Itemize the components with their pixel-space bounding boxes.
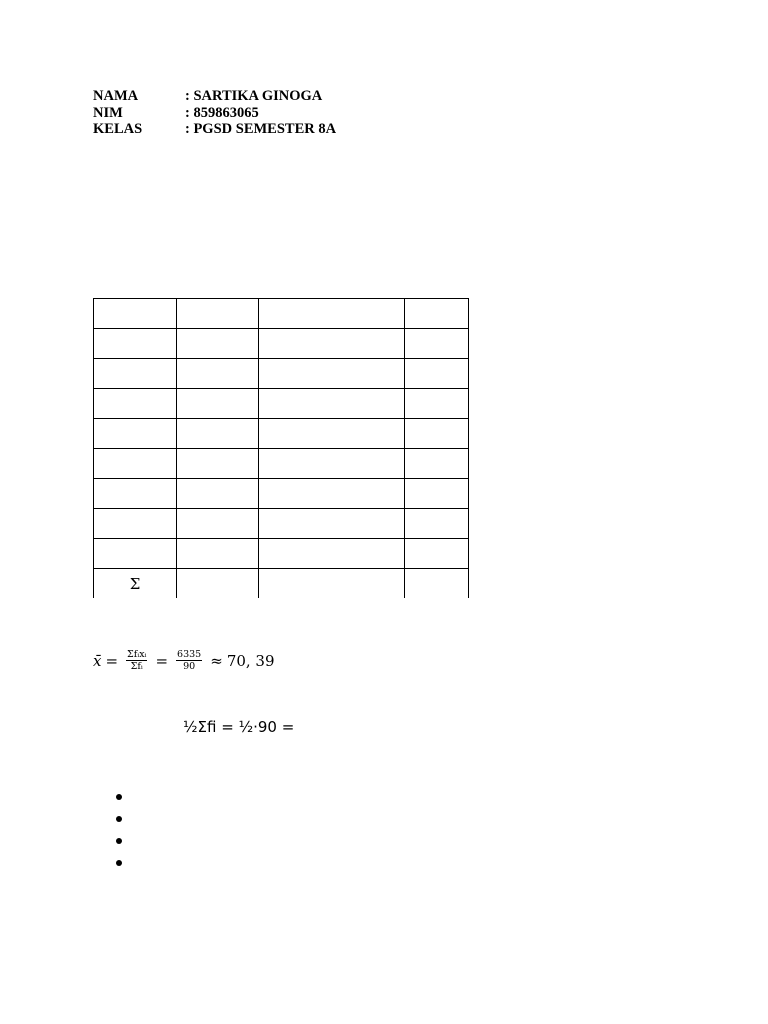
table-cell <box>259 509 405 539</box>
info-row-nim <box>93 105 336 122</box>
bullet-icon <box>116 816 122 822</box>
table-cell <box>94 449 177 479</box>
fraction-numerator: 6335 <box>177 649 202 660</box>
table-cell <box>405 569 469 599</box>
table-cell <box>177 539 259 569</box>
table-row <box>94 299 469 329</box>
info-value: : 859863065 <box>185 104 259 121</box>
table-cell <box>405 539 469 569</box>
info-row-kelas <box>93 121 336 138</box>
table-cell <box>259 419 405 449</box>
table-cell <box>94 539 177 569</box>
table-cell <box>405 299 469 329</box>
table-cell <box>177 419 259 449</box>
list-item <box>111 808 122 830</box>
table-cell <box>405 479 469 509</box>
table-row <box>94 359 469 389</box>
table-cell <box>177 329 259 359</box>
table-row <box>94 449 469 479</box>
table-cell <box>259 329 405 359</box>
table-cell <box>94 509 177 539</box>
mean-result: 70, 39 <box>226 651 275 670</box>
fraction-denominator: Σfᵢ <box>130 661 143 672</box>
table-cell <box>405 359 469 389</box>
table-cell <box>177 299 259 329</box>
table-cell <box>177 389 259 419</box>
info-label: NIM <box>93 104 123 121</box>
table-cell <box>259 479 405 509</box>
table-cell <box>94 329 177 359</box>
bullet-icon <box>116 794 122 800</box>
table-row <box>94 539 469 569</box>
list-item <box>111 830 122 852</box>
table-row <box>94 389 469 419</box>
table-cell <box>405 389 469 419</box>
table-cell <box>177 569 259 599</box>
table-cell <box>259 299 405 329</box>
table-row <box>94 419 469 449</box>
equals-sign: = <box>105 651 119 670</box>
table-cell: Σ <box>94 569 177 599</box>
fraction-denominator: 90 <box>183 661 196 672</box>
table-row <box>94 509 469 539</box>
info-label: KELAS <box>93 121 143 137</box>
table-cell <box>259 359 405 389</box>
table-cell <box>177 359 259 389</box>
sum-fraction <box>126 649 147 672</box>
info-value: : SARTIKA GINOGA <box>185 88 323 104</box>
table-cell <box>259 449 405 479</box>
table-row <box>94 479 469 509</box>
table-cell <box>94 359 177 389</box>
value-fraction <box>176 649 202 672</box>
info-label: NAMA <box>93 88 139 104</box>
table-cell <box>259 389 405 419</box>
table-row <box>94 569 469 599</box>
table-cell <box>177 449 259 479</box>
mean-formula <box>93 649 275 672</box>
table-cell <box>405 449 469 479</box>
student-info <box>93 88 336 138</box>
bullet-icon <box>116 838 122 844</box>
table-cell <box>177 479 259 509</box>
equals-sign: = <box>155 651 169 670</box>
info-value: : PGSD SEMESTER 8A <box>185 121 337 137</box>
mean-symbol: x̄ <box>93 651 102 670</box>
table-cell <box>94 299 177 329</box>
table-cell <box>405 329 469 359</box>
info-row-name <box>93 88 336 105</box>
approx-sign: ≈ <box>210 651 223 670</box>
table-cell <box>94 419 177 449</box>
list-item <box>111 852 122 874</box>
median-position-formula: ½Σfi = ½·90 = <box>183 718 295 736</box>
table-cell <box>405 419 469 449</box>
table-cell <box>94 479 177 509</box>
table-cell <box>177 509 259 539</box>
list-item <box>111 786 122 808</box>
table-cell <box>94 389 177 419</box>
table-cell <box>405 509 469 539</box>
table-cell <box>259 539 405 569</box>
table-row <box>94 329 469 359</box>
bullet-list <box>111 786 122 874</box>
table-cell <box>259 569 405 599</box>
fraction-numerator: Σfᵢxᵢ <box>127 649 147 660</box>
frequency-table <box>93 298 469 598</box>
bullet-icon <box>116 860 122 866</box>
